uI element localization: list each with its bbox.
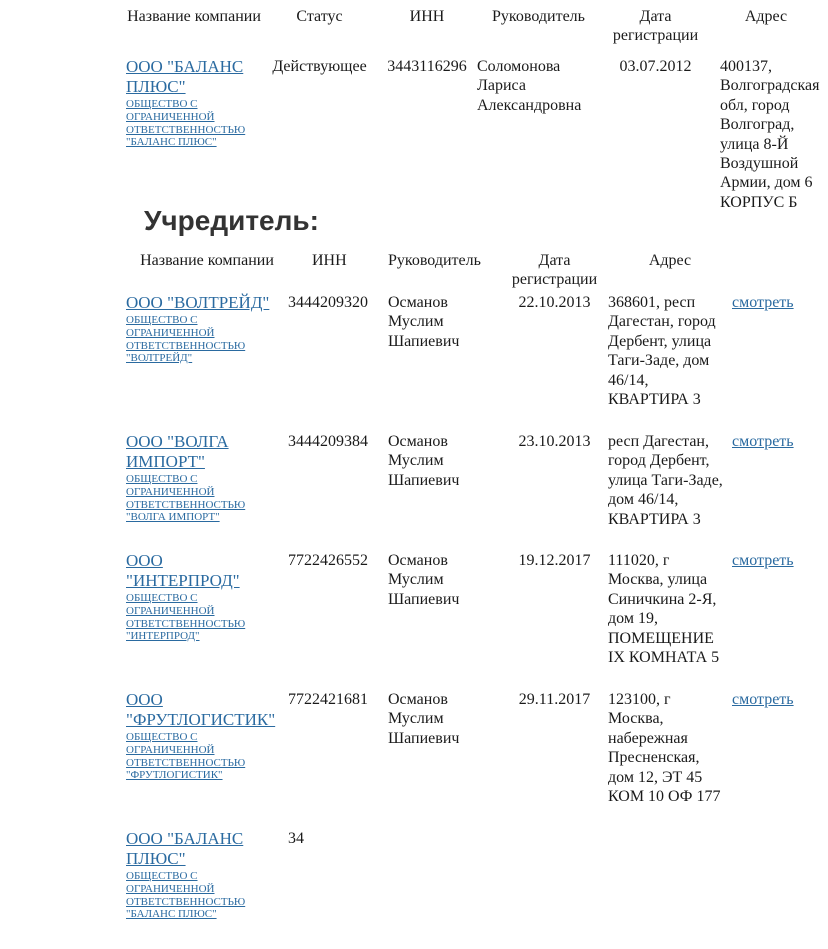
company-info-table [126, 7, 821, 212]
status-cell: Действующее [272, 58, 367, 75]
header-company-name: Название компании [127, 8, 261, 25]
founder-company-link[interactable]: ООО "ВОЛТРЕЙД" [126, 293, 270, 312]
founder-name-cell [126, 289, 288, 428]
inn-cell: 3443116296 [387, 58, 467, 75]
founder-reg-date-cell: 19.12.2017 [518, 552, 591, 569]
founder-name-cell [126, 825, 288, 921]
founder-reg-date-cell: 29.11.2017 [518, 691, 591, 708]
company-info-row [126, 45, 821, 212]
founder-action-cell [732, 547, 810, 686]
founder-company-link[interactable]: ООО "БАЛАНС ПЛЮС" [126, 829, 244, 868]
founder-action-cell [732, 686, 810, 825]
header-inn: ИНН [409, 8, 445, 25]
founder-company-full-name-link[interactable]: ОБЩЕСТВО С ОГРАНИЧЕННОЙ ОТВЕТСТВЕННОСТЬЮ "ВОЛТРЕЙД" [126, 314, 246, 365]
founder-company-link[interactable]: ООО "ВОЛГА ИМПОРТ" [126, 432, 229, 471]
address-cell: 400137, Волгоградская обл, город Волгоград, улица 8-Й Воздушной Армии, дом 6 КОРПУС Б [720, 58, 820, 211]
founder-reg-date-cell [501, 825, 608, 921]
company-name-link[interactable]: ООО "БАЛАНС ПЛЮС" [126, 57, 244, 96]
founder-table [126, 251, 810, 921]
founder-address-cell: респ Дагестан, город Дербент, улица Таги-Заде, дом 46/14, КВАРТИРА 3 [608, 433, 723, 528]
founder-director-cell [388, 825, 501, 921]
company-full-name-link[interactable]: ОБЩЕСТВО С ОГРАНИЧЕННОЙ ОТВЕТСТВЕННОСТЬЮ "БАЛАНС ПЛЮС" [126, 98, 246, 149]
founder-director-cell: Османов Муслим Шапиевич [388, 294, 460, 350]
founder-director-cell: Османов Муслим Шапиевич [388, 433, 460, 489]
founder-header-company-name: Название компании [140, 252, 274, 269]
founder-header-director: Руководитель [388, 252, 481, 269]
director-cell: Соломонова Лариса Александровна [477, 58, 582, 114]
reg-date-cell: 03.07.2012 [619, 58, 692, 75]
founder-company-full-name-link[interactable]: ОБЩЕСТВО С ОГРАНИЧЕННОЙ ОТВЕТСТВЕННОСТЬЮ "ВОЛГА ИМПОРТ" [126, 473, 246, 524]
founder-company-link[interactable]: ООО "ИНТЕРПРОД" [126, 551, 240, 590]
founder-action-cell [732, 428, 810, 547]
founder-header-actions [732, 251, 810, 289]
founder-name-cell [126, 428, 288, 547]
view-link[interactable]: смотреть [732, 552, 794, 569]
header-status: Статус [296, 8, 343, 25]
table-row [126, 547, 810, 686]
view-link[interactable]: смотреть [732, 433, 794, 450]
header-reg-date: Дата регистрации [612, 8, 699, 44]
founder-header-reg-date: Дата регистрации [511, 252, 598, 288]
founder-action-cell [732, 825, 810, 921]
view-link[interactable]: смотреть [732, 691, 794, 708]
founder-address-cell: 368601, респ Дагестан, город Дербент, улица Таги-Заде, дом 46/14, КВАРТИРА 3 [608, 294, 716, 409]
founder-address-cell [608, 825, 732, 921]
founder-company-full-name-link[interactable]: ОБЩЕСТВО С ОГРАНИЧЕННОЙ ОТВЕТСТВЕННОСТЬЮ "ФРУТЛОГИСТИК" [126, 731, 246, 782]
founder-company-full-name-link[interactable]: ОБЩЕСТВО С ОГРАНИЧЕННОЙ ОТВЕТСТВЕННОСТЬЮ "ИНТЕРПРОД" [126, 592, 246, 643]
founder-name-cell [126, 547, 288, 686]
founder-inn-cell: 3444209320 [288, 294, 368, 311]
table-row [126, 428, 810, 547]
founder-director-cell: Османов Муслим Шапиевич [388, 691, 460, 747]
founder-reg-date-cell: 22.10.2013 [518, 294, 591, 311]
founder-inn-cell: 7722421681 [288, 691, 368, 708]
founder-inn-cell: 7722426552 [288, 552, 368, 569]
company-name-cell [126, 45, 262, 212]
founder-section-title: Учредитель: [144, 205, 319, 236]
view-link[interactable]: смотреть [732, 294, 794, 311]
founder-director-cell: Османов Муслим Шапиевич [388, 552, 460, 608]
founder-action-cell [732, 289, 810, 428]
founder-address-cell: 123100, г Москва, набережная Пресненская, дом 12, ЭТ 45 КОМ 10 ОФ 177 [608, 691, 721, 806]
header-director: Руководитель [492, 8, 585, 25]
founder-company-link[interactable]: ООО "ФРУТЛОГИСТИК" [126, 690, 276, 729]
founder-header-inn: ИНН [312, 252, 347, 269]
table-row [126, 686, 810, 825]
founder-inn-cell: 34 [288, 830, 304, 847]
founder-name-cell [126, 686, 288, 825]
table-row [126, 825, 810, 921]
founder-company-full-name-link[interactable]: ОБЩЕСТВО С ОГРАНИЧЕННОЙ ОТВЕТСТВЕННОСТЬЮ "БАЛАНС ПЛЮС" [126, 870, 246, 921]
founder-reg-date-cell: 23.10.2013 [518, 433, 591, 450]
founder-address-cell: 111020, г Москва, улица Синичкина 2-Я, дом 19, ПОМЕЩЕНИЕ IX КОМНАТА 5 [608, 552, 720, 667]
founder-inn-cell: 3444209384 [288, 433, 368, 450]
founder-header-address: Адрес [648, 252, 692, 269]
table-row [126, 289, 810, 428]
founder-header-row [126, 251, 810, 289]
company-info-header-row [126, 7, 821, 45]
header-address: Адрес [744, 8, 788, 25]
